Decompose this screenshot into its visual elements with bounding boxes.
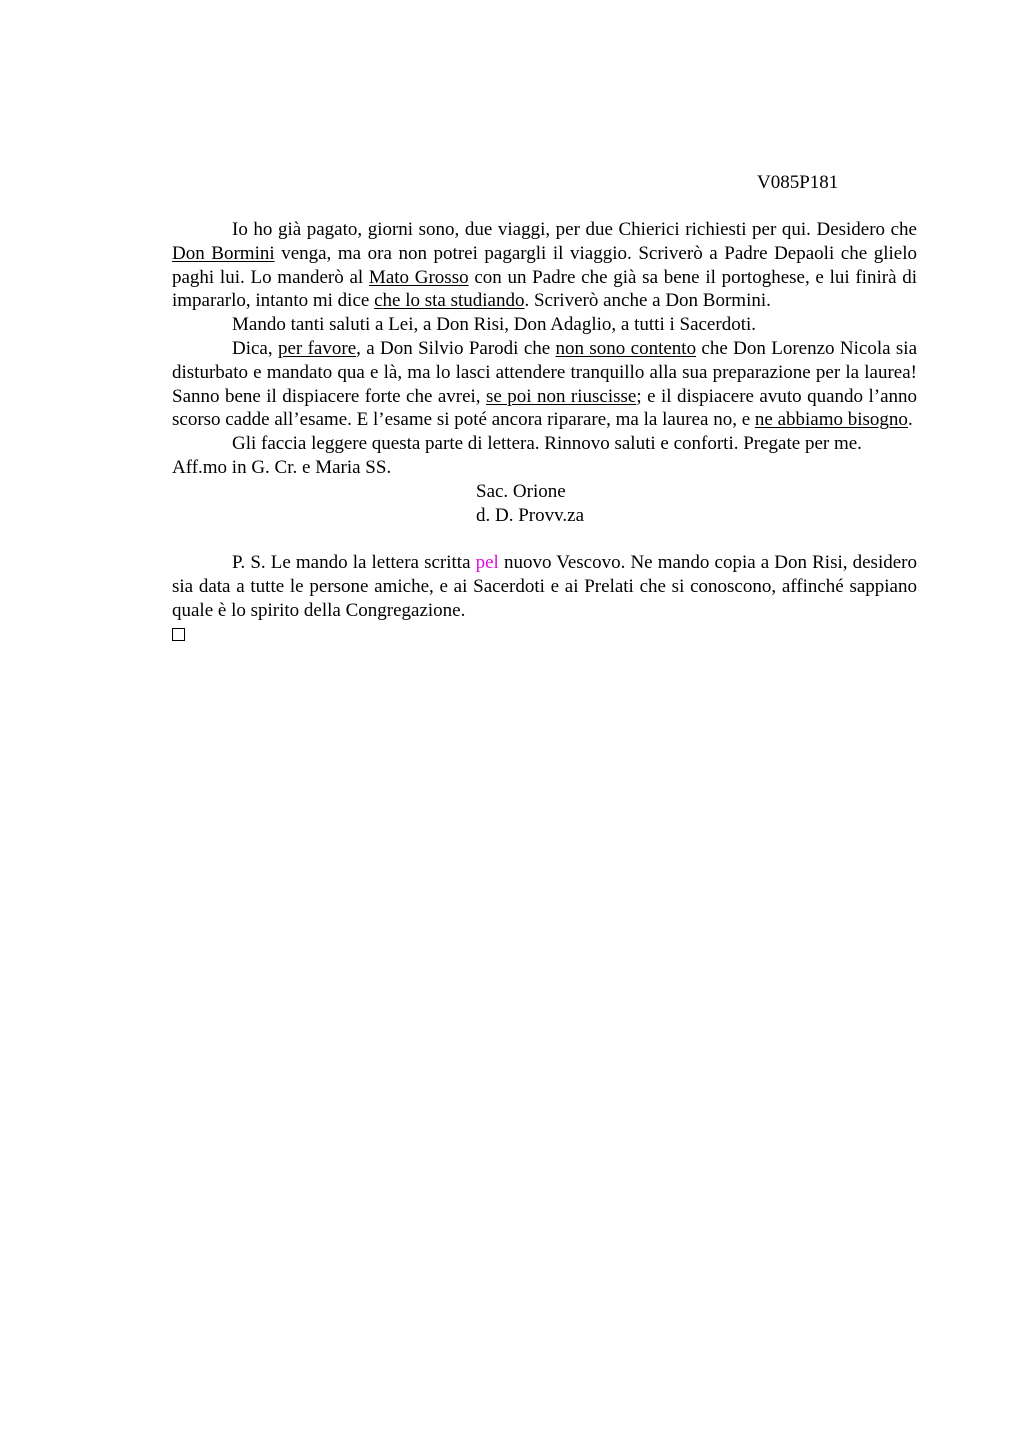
p1-text-c: con un Padre che già sa bene il portoghese, e lui finirà di impararlo, intanto mi dice xyxy=(172,266,918,312)
page-reference: V085P181 xyxy=(757,172,839,193)
spacer xyxy=(172,527,917,551)
paragraph-2: Mando tanti saluti a Lei, a Don Risi, Don Adaglio, a tutti i Sacerdoti. xyxy=(232,314,757,336)
signature-name: Sac. Orione xyxy=(476,480,566,502)
postscript xyxy=(172,551,917,622)
paragraph-4: Gli faccia leggere questa parte di lettera. Rinnovo saluti e conforti. Pregate per me. Aff.mo in G. Cr. e Maria SS. xyxy=(172,433,862,478)
paragraph-3 xyxy=(172,337,917,432)
letter-body xyxy=(172,218,917,641)
p3-text-a: Dica, xyxy=(232,337,278,359)
underlined-studiando: che lo sta studiando xyxy=(374,290,525,312)
highlighted-word: pel xyxy=(475,552,499,574)
paragraph-1 xyxy=(172,218,917,313)
underlined-per-favore: per favore xyxy=(277,337,357,359)
signature-block xyxy=(476,480,917,528)
signature-title: d. D. Provv.za xyxy=(476,504,584,526)
p1-text-b: venga, ma ora non potrei pagargli il viaggio. Scriverò a Padre Depaoli che glielo paghi lui. Lo manderò al xyxy=(172,242,917,288)
end-box-icon xyxy=(172,628,185,641)
underlined-se-poi-non-riuscisse: se poi non riuscisse xyxy=(486,385,637,407)
ps-text-b: nuovo Vescovo. Ne mando copia a Don Risi, desidero sia data a tutte le persone amiche, e ai Sacerdoti e ai Prelati che si conoscono, affinché sappiano quale è lo spirito della Congregazione. xyxy=(172,552,917,621)
p1-text-d: . Scriverò anche a Don Bormini. xyxy=(524,290,771,312)
p3-text-c: che Don Lorenzo Nicola sia disturbato e mandato qua e là, ma lo lasci attendere tranquillo alla sua preparazione per la laurea! Sanno bene il dispiacere forte che avrei, xyxy=(172,337,917,407)
p3-text-d: ; e il dispiacere avuto quando l’anno scorso cadde all’esame. E l’esame si poté ancora riparare, ma la laurea no, e xyxy=(172,385,917,431)
ps-text-a: P. S. Le mando la lettera scritta xyxy=(232,552,476,574)
underlined-non-sono-contento: non sono contento xyxy=(555,337,697,359)
p3-text-e: . xyxy=(907,409,913,431)
underlined-don-bormini: Don Bormini xyxy=(172,242,275,264)
p3-text-b: , a Don Silvio Parodi che xyxy=(356,337,556,359)
underlined-mato-grosso: Mato Grosso xyxy=(368,266,469,288)
underlined-ne-abbiamo-bisogno: ne abbiamo bisogno xyxy=(754,409,908,431)
p1-text-a: Io ho già pagato, giorni sono, due viaggi, per due Chierici richiesti per qui. Desidero che xyxy=(232,219,917,240)
